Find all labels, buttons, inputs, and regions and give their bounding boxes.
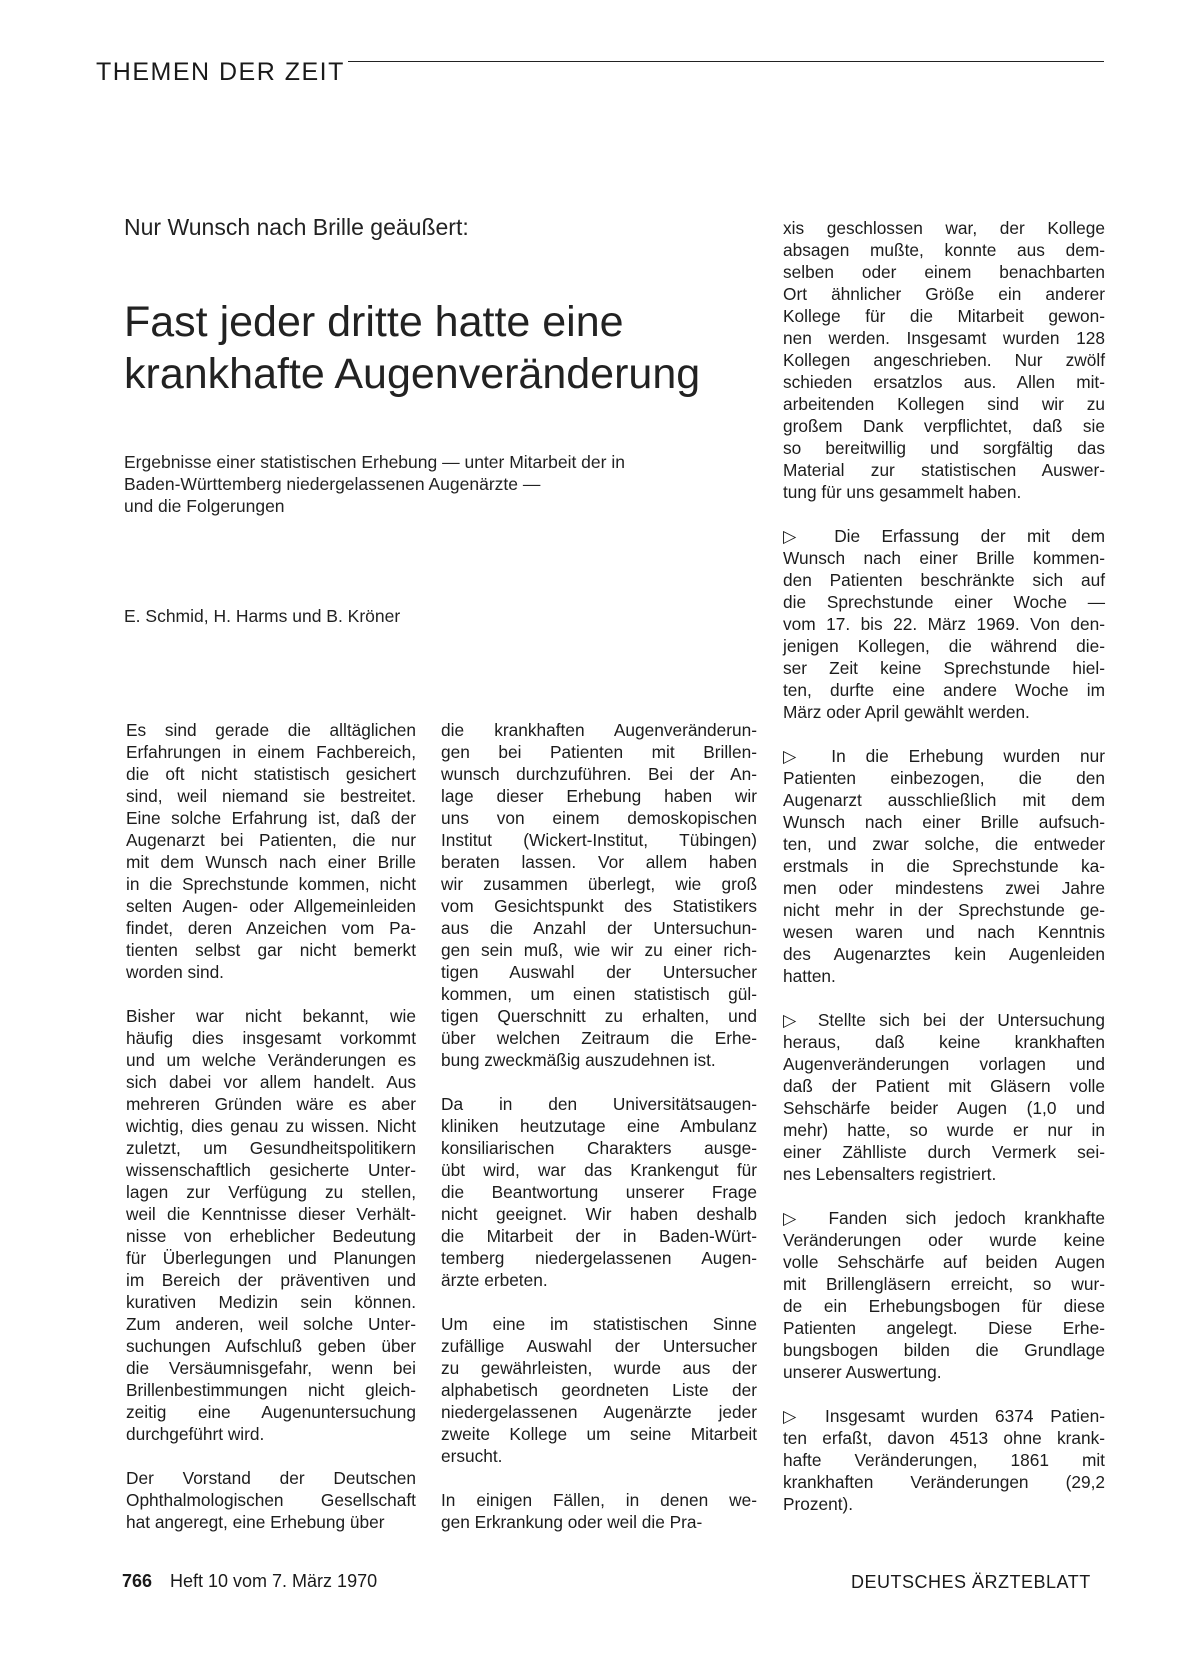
text-line: mehreren Gründen wäre es aber — [126, 1094, 416, 1114]
text-line: wesen waren und nach Kenntnis — [783, 922, 1105, 942]
text-line: vom 17. bis 22. März 1969. Von den- — [783, 614, 1105, 634]
text-line: die Mitarbeit der in Baden-Würt- — [441, 1226, 757, 1246]
text-line: die oft nicht statistisch gesichert — [126, 764, 416, 784]
text-line: zeitig eine Augenuntersuchung — [126, 1402, 416, 1422]
issue-info: Heft 10 vom 7. März 1970 — [170, 1571, 378, 1591]
text-line: die krankhaften Augenveränderun- — [441, 720, 757, 740]
article-kicker: Nur Wunsch nach Brille geäußert: — [124, 214, 469, 240]
text-line: weil die Kenntnisse dieser Verhält- — [126, 1204, 416, 1224]
text-line: hat angeregt, eine Erhebung über — [126, 1512, 385, 1532]
text-column-1 — [126, 719, 416, 1555]
paragraph — [783, 217, 1105, 503]
text-line: bungsbogen bilden die Grundlage — [783, 1340, 1105, 1360]
text-line: jenigen Kollegen, die während die- — [783, 636, 1105, 656]
text-line: Da in den Universitätsaugen- — [441, 1094, 757, 1114]
text-line: uns von einem demoskopischen — [441, 808, 757, 828]
text-line: selten Augen- oder Allgemeinleiden — [126, 896, 416, 916]
text-line: Kollegen angeschrieben. Nur zwölf — [783, 350, 1105, 370]
text-line: Material zur statistischen Auswer- — [783, 460, 1105, 480]
text-line: ten, durfte eine andere Woche im — [783, 680, 1105, 700]
text-line: Augenarzt bei Patienten, die nur — [126, 830, 416, 850]
article-authors: E. Schmid, H. Harms und B. Kröner — [124, 606, 401, 626]
journal-name: DEUTSCHES ÄRZTEBLATT — [851, 1572, 1091, 1592]
article-title — [124, 296, 744, 400]
text-line: tigen Auswahl der Untersucher — [441, 962, 757, 982]
text-line: temberg niedergelassenen Augen- — [441, 1248, 757, 1268]
text-line: sich dabei vor allem handelt. Aus — [126, 1072, 416, 1092]
text-line: Brillenbestimmungen nicht gleich- — [126, 1380, 416, 1400]
text-line: xis geschlossen war, der Kollege — [783, 218, 1105, 238]
text-line: Augenarzt ausschließlich mit dem — [783, 790, 1105, 810]
text-line: mit Brillengläsern erreicht, so wur- — [783, 1274, 1105, 1294]
text-line: zuletzt, um Gesundheitspolitikern — [126, 1138, 416, 1158]
text-line: absagen mußte, konnte aus dem- — [783, 240, 1105, 260]
header-rule — [348, 61, 1104, 62]
text-line: lagen zur Verfügung zu stellen, — [126, 1182, 416, 1202]
text-line: Wunsch nach einer Brille kommen- — [783, 548, 1105, 568]
text-line: ▷ Stellte sich bei der Untersuchung — [783, 1010, 1105, 1030]
text-line: tienten selbst gar nicht bemerkt — [126, 940, 416, 960]
text-column-2 — [441, 719, 757, 1555]
text-line: volle Sehschärfe auf beiden Augen — [783, 1252, 1105, 1272]
text-line: die Beantwortung unserer Frage — [441, 1182, 757, 1202]
text-line: Um eine im statistischen Sinne — [441, 1314, 757, 1334]
text-line: tung für uns gesammelt haben. — [783, 482, 1022, 502]
text-line: ten erfaßt, davon 4513 ohne krank- — [783, 1428, 1105, 1448]
text-line: hatten. — [783, 966, 836, 986]
text-line: März oder April gewählt werden. — [783, 702, 1030, 722]
text-line: und um welche Veränderungen es — [126, 1050, 416, 1070]
text-line: ▷ Die Erfassung der mit dem — [783, 526, 1105, 546]
text-line: zweite Kollege um seine Mitarbeit — [441, 1424, 757, 1444]
text-line: Veränderungen oder wurde keine — [783, 1230, 1105, 1250]
text-line: Bisher war nicht bekannt, wie — [126, 1006, 416, 1026]
paragraph — [441, 1489, 757, 1533]
text-line: wunsch durchzuführen. Bei der An- — [441, 764, 757, 784]
text-line: Es sind gerade die alltäglichen — [126, 720, 416, 740]
text-line: Institut (Wickert-Institut, Tübingen) — [441, 830, 757, 850]
text-line: sind, weil niemand sie bestreitet. — [126, 786, 416, 806]
text-line: einer Zählliste durch Vermerk sei- — [783, 1142, 1105, 1162]
text-line: Kollege für die Mitarbeit gewon- — [783, 306, 1105, 326]
text-line: übt wird, war das Krankengut für — [441, 1160, 757, 1180]
text-line: in die Sprechstunde kommen, nicht — [126, 874, 416, 894]
paragraph — [783, 1405, 1105, 1515]
text-line: erstmals in die Sprechstunde ka- — [783, 856, 1105, 876]
text-line: häufig dies insgesamt vorkommt — [126, 1028, 416, 1048]
subtitle-line: Baden-Württemberg niedergelassenen Augenärzte — — [124, 474, 541, 494]
text-line: suchungen Aufschluß geben über — [126, 1336, 416, 1356]
text-line: mit dem Wunsch nach einer Brille — [126, 852, 416, 872]
text-line: Augenveränderungen vorlagen und — [783, 1054, 1105, 1074]
text-line: arbeitenden Kollegen sind wir zu — [783, 394, 1105, 414]
text-line: daß der Patient mit Gläsern volle — [783, 1076, 1105, 1096]
text-line: kommen, um einen statistisch gül- — [441, 984, 757, 1004]
text-line: des Augenarztes kein Augenleiden — [783, 944, 1105, 964]
text-line: aus die Anzahl der Untersuchun- — [441, 918, 757, 938]
title-line: krankhafte Augenveränderung — [124, 350, 701, 398]
paragraph — [783, 1009, 1105, 1185]
text-line: nen werden. Insgesamt wurden 128 — [783, 328, 1105, 348]
section-heading: THEMEN DER ZEIT — [96, 58, 345, 86]
text-line: beraten lassen. Vor allem haben — [441, 852, 757, 872]
page-number: 766 — [122, 1571, 153, 1591]
paragraph — [441, 1093, 757, 1291]
paragraph — [441, 1313, 757, 1467]
text-line: durchgeführt wird. — [126, 1424, 265, 1444]
text-line: gen sein muß, wie wir zu einer rich- — [441, 940, 757, 960]
paragraph — [783, 1207, 1105, 1383]
text-line: ten, und zwar solche, die entweder — [783, 834, 1105, 854]
text-line: ersucht. — [441, 1446, 503, 1466]
text-line: schieden ersatzlos aus. Allen mit- — [783, 372, 1105, 392]
text-line: mehr) hatte, so wurde er nur in — [783, 1120, 1105, 1140]
text-line: wichtig, dies genau zu wissen. Nicht — [126, 1116, 416, 1136]
text-line: niedergelassenen Augenärzte jeder — [441, 1402, 757, 1422]
text-line: Wunsch nach einer Brille aufsuch- — [783, 812, 1105, 832]
paragraph — [126, 719, 416, 983]
text-line: Ophthalmologischen Gesellschaft — [126, 1490, 416, 1510]
text-line: In einigen Fällen, in denen we- — [441, 1490, 757, 1510]
subtitle-line: Ergebnisse einer statistischen Erhebung — unter Mitarbeit der in — [124, 452, 625, 472]
text-line: krankhaften Veränderungen (29,2 — [783, 1472, 1105, 1492]
title-line: Fast jeder dritte hatte eine — [124, 298, 624, 346]
text-line: bung zweckmäßig auszudehnen ist. — [441, 1050, 716, 1070]
text-line: heraus, daß keine krankhaften — [783, 1032, 1105, 1052]
text-line: lage dieser Erhebung haben wir — [441, 786, 757, 806]
text-line: findet, deren Anzeichen vom Pa- — [126, 918, 416, 938]
text-line: Ort ähnlicher Größe ein anderer — [783, 284, 1105, 304]
text-line: gen Erkrankung oder weil die Pra- — [441, 1512, 703, 1532]
text-line: Sehschärfe beider Augen (1,0 und — [783, 1098, 1105, 1118]
text-line: Prozent). — [783, 1494, 854, 1514]
text-line: für Überlegungen und Planungen — [126, 1248, 416, 1268]
text-line: tigen Querschnitt zu erhalten, und — [441, 1006, 757, 1026]
text-line: gen bei Patienten mit Brillen- — [441, 742, 757, 762]
text-line: hafte Veränderungen, 1861 mit — [783, 1450, 1105, 1470]
text-line: ▷ In die Erhebung wurden nur — [783, 746, 1105, 766]
text-line: so bereitwillig und sorgfältig das — [783, 438, 1105, 458]
text-line: großem Dank verpflichtet, daß sie — [783, 416, 1105, 436]
text-line: Patienten angelegt. Diese Erhe- — [783, 1318, 1105, 1338]
text-line: den Patienten beschränkte sich auf — [783, 570, 1105, 590]
text-line: Der Vorstand der Deutschen — [126, 1468, 416, 1488]
text-line: Zum anderen, weil solche Unter- — [126, 1314, 416, 1334]
text-line: wir zusammen überlegt, wie groß — [441, 874, 757, 894]
text-line: worden sind. — [126, 962, 224, 982]
text-line: nicht mehr in der Sprechstunde ge- — [783, 900, 1105, 920]
text-line: über welchen Zeitraum die Erhe- — [441, 1028, 757, 1048]
text-column-3 — [783, 217, 1105, 1537]
text-line: zufällige Auswahl der Untersucher — [441, 1336, 757, 1356]
text-line: die Versäumnisgefahr, wenn bei — [126, 1358, 416, 1378]
paragraph — [783, 525, 1105, 723]
text-line: nisse von erheblicher Bedeutung — [126, 1226, 416, 1246]
text-line: alphabetisch geordneten Liste der — [441, 1380, 757, 1400]
paragraph — [126, 1005, 416, 1445]
text-line: wissenschaftlich gesicherte Unter- — [126, 1160, 416, 1180]
text-line: unserer Auswertung. — [783, 1362, 942, 1382]
text-line: zu gewährleisten, wurde aus der — [441, 1358, 757, 1378]
text-line: im Bereich der präventiven und — [126, 1270, 416, 1290]
text-line: Patienten einbezogen, die den — [783, 768, 1105, 788]
text-line: ser Zeit keine Sprechstunde hiel- — [783, 658, 1105, 678]
text-line: ▷ Fanden sich jedoch krankhafte — [783, 1208, 1105, 1228]
text-line: konsiliarischen Charakters ausge- — [441, 1138, 757, 1158]
text-line: vom Gesichtspunkt des Statistikers — [441, 896, 757, 916]
text-line: kurativen Medizin sein können. — [126, 1292, 416, 1312]
text-line: selben oder einem benachbarten — [783, 262, 1105, 282]
text-line: de ein Erhebungsbogen für diese — [783, 1296, 1105, 1316]
text-line: ärzte erbeten. — [441, 1270, 548, 1290]
text-line: ▷ Insgesamt wurden 6374 Patien- — [783, 1406, 1105, 1426]
text-line: nicht geeignet. Wir haben deshalb — [441, 1204, 757, 1224]
paragraph — [783, 745, 1105, 987]
text-line: Erfahrungen in einem Fachbereich, — [126, 742, 416, 762]
subtitle-line: und die Folgerungen — [124, 496, 285, 516]
text-line: men oder mindestens zwei Jahre — [783, 878, 1105, 898]
article-subtitle — [124, 451, 724, 517]
paragraph — [441, 719, 757, 1071]
text-line: kliniken heutzutage eine Ambulanz — [441, 1116, 757, 1136]
text-line: Eine solche Erfahrung ist, daß der — [126, 808, 416, 828]
text-line: die Sprechstunde einer Woche — — [783, 592, 1105, 612]
paragraph — [126, 1467, 416, 1533]
text-line: nes Lebensalters registriert. — [783, 1164, 997, 1184]
